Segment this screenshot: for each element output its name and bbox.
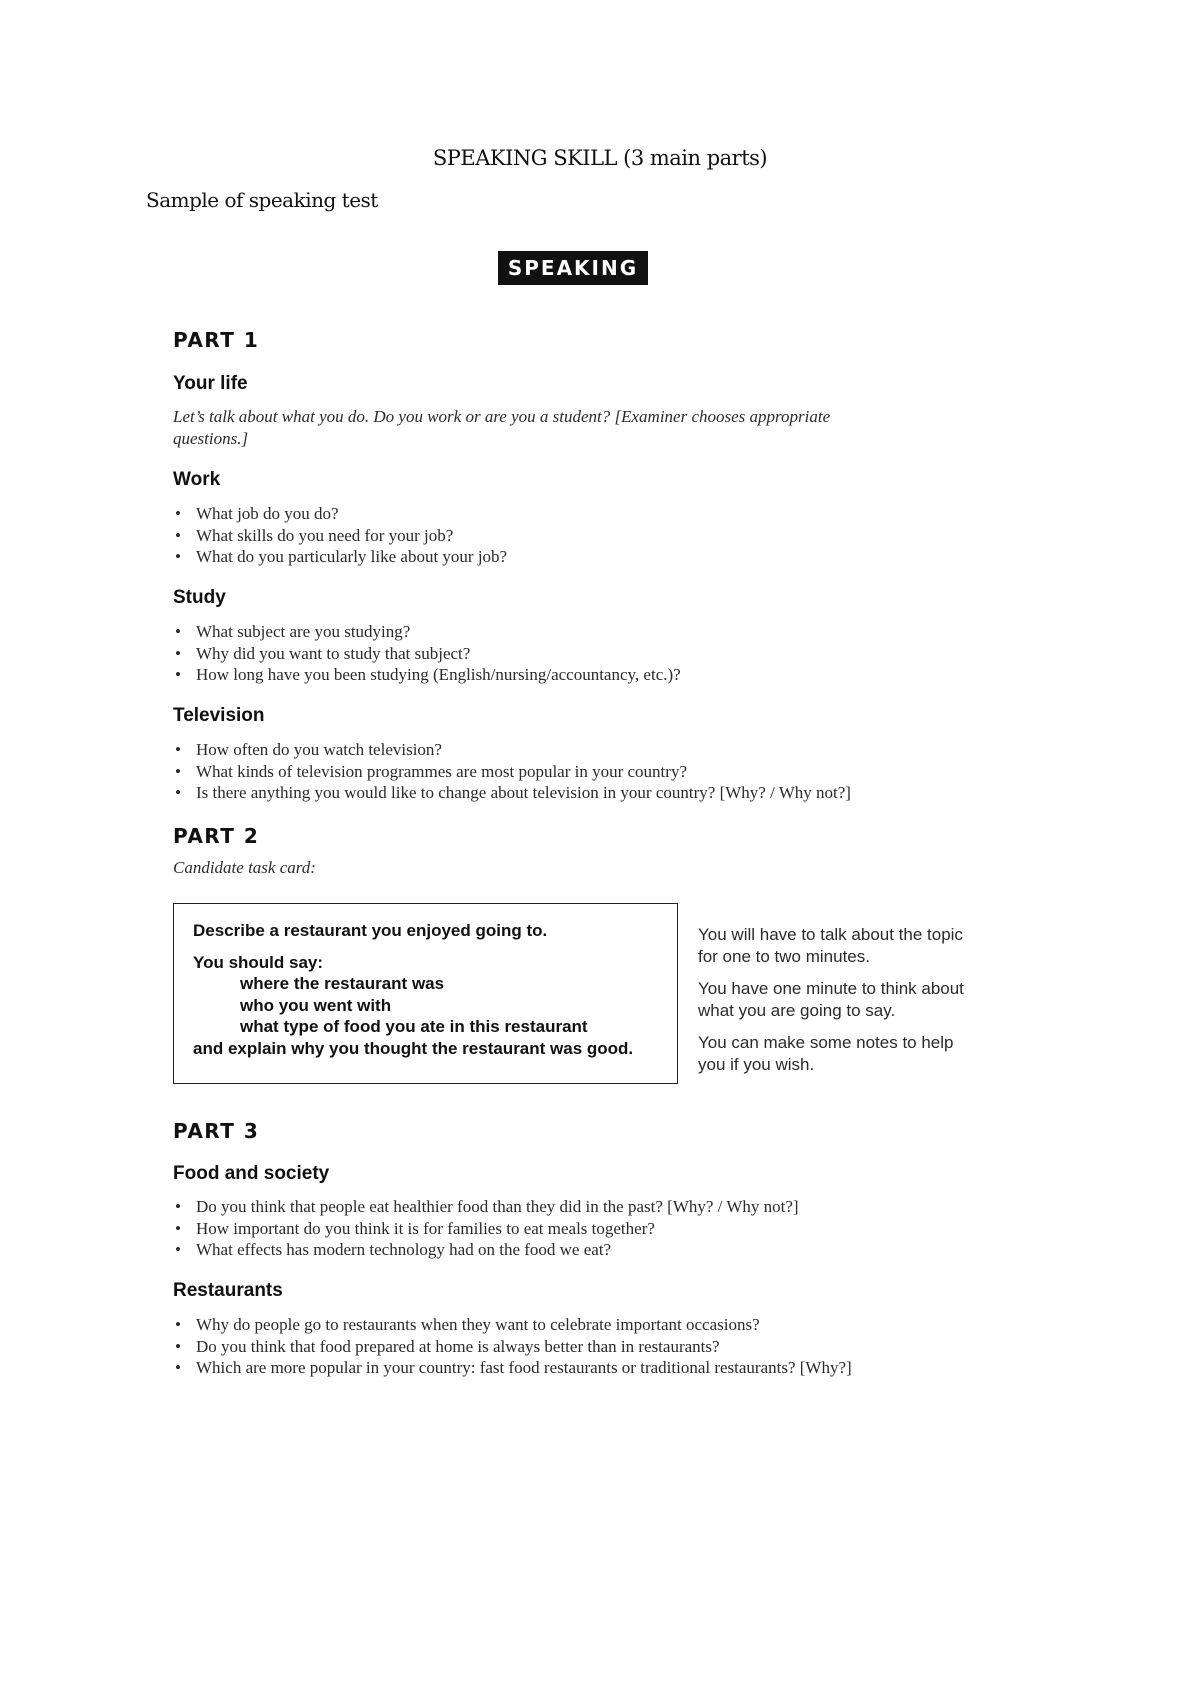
document-title: SPEAKING SKILL (3 main parts): [432, 146, 768, 170]
list-item: • What job do you do?: [173, 503, 507, 525]
list-item: • How important do you think it is for families to eat meals together?: [173, 1218, 799, 1240]
list-item: • How often do you watch television?: [173, 739, 851, 761]
part3-heading: PART 3: [173, 1119, 260, 1143]
list-item: • What kinds of television programmes are most popular in your country?: [173, 761, 851, 783]
your-life-heading: Your life: [173, 373, 248, 394]
list-item: • Which are more popular in your country: fast food restaurants or traditional restaurants? [Why?]: [173, 1357, 852, 1379]
list-item: • Is there anything you would like to change about television in your country? [Why? / Why not?]: [173, 782, 851, 804]
task-note: You have one minute to think about what you are going to say.: [698, 979, 964, 1020]
list-item: • Do you think that people eat healthier food than they did in the past? [Why? / Why not?]: [173, 1196, 799, 1218]
task-card-notes: [698, 924, 968, 1086]
food-and-society-heading: Food and society: [173, 1163, 330, 1184]
list-item: • Why do people go to restaurants when they want to celebrate important occasions?: [173, 1314, 852, 1336]
task-card: [173, 903, 678, 1084]
restaurants-heading: Restaurants: [173, 1280, 283, 1301]
study-heading: Study: [173, 587, 226, 608]
work-heading: Work: [173, 469, 221, 490]
speaking-banner: SPEAKING: [498, 251, 648, 285]
task-note: You can make some notes to help you if you wish.: [698, 1033, 954, 1074]
task-card-should-say: You should say:: [193, 953, 324, 972]
part2-heading: PART 2: [173, 824, 260, 848]
list-item: • What effects has modern technology had on the food we eat?: [173, 1239, 799, 1261]
television-question-list: [173, 739, 851, 804]
restaurants-question-list: [173, 1314, 852, 1379]
task-card-explain: and explain why you thought the restaurant was good.: [193, 1039, 634, 1058]
task-card-point: where the restaurant was: [240, 974, 445, 993]
document-subtitle: Sample of speaking test: [146, 188, 378, 212]
your-life-intro: Let’s talk about what you do. Do you work or are you a student? [Examiner chooses appropriate questions.]: [173, 407, 831, 448]
part1-heading: PART 1: [173, 328, 260, 352]
list-item: • Do you think that food prepared at home is always better than in restaurants?: [173, 1336, 852, 1358]
task-card-point: what type of food you ate in this restaurant: [240, 1017, 588, 1036]
list-item: • How long have you been studying (English/nursing/accountancy, etc.)?: [173, 664, 681, 686]
television-heading: Television: [173, 705, 265, 726]
work-question-list: [173, 503, 507, 568]
task-card-point: who you went with: [240, 996, 392, 1015]
candidate-task-card-label: Candidate task card:: [173, 858, 316, 877]
list-item: • Why did you want to study that subject?: [173, 643, 681, 665]
list-item: • What subject are you studying?: [173, 621, 681, 643]
food-and-society-question-list: [173, 1196, 799, 1261]
task-card-prompt: Describe a restaurant you enjoyed going to.: [193, 921, 548, 940]
list-item: • What skills do you need for your job?: [173, 525, 507, 547]
task-note: You will have to talk about the topic for one to two minutes.: [698, 925, 963, 966]
study-question-list: [173, 621, 681, 686]
list-item: • What do you particularly like about your job?: [173, 546, 507, 568]
